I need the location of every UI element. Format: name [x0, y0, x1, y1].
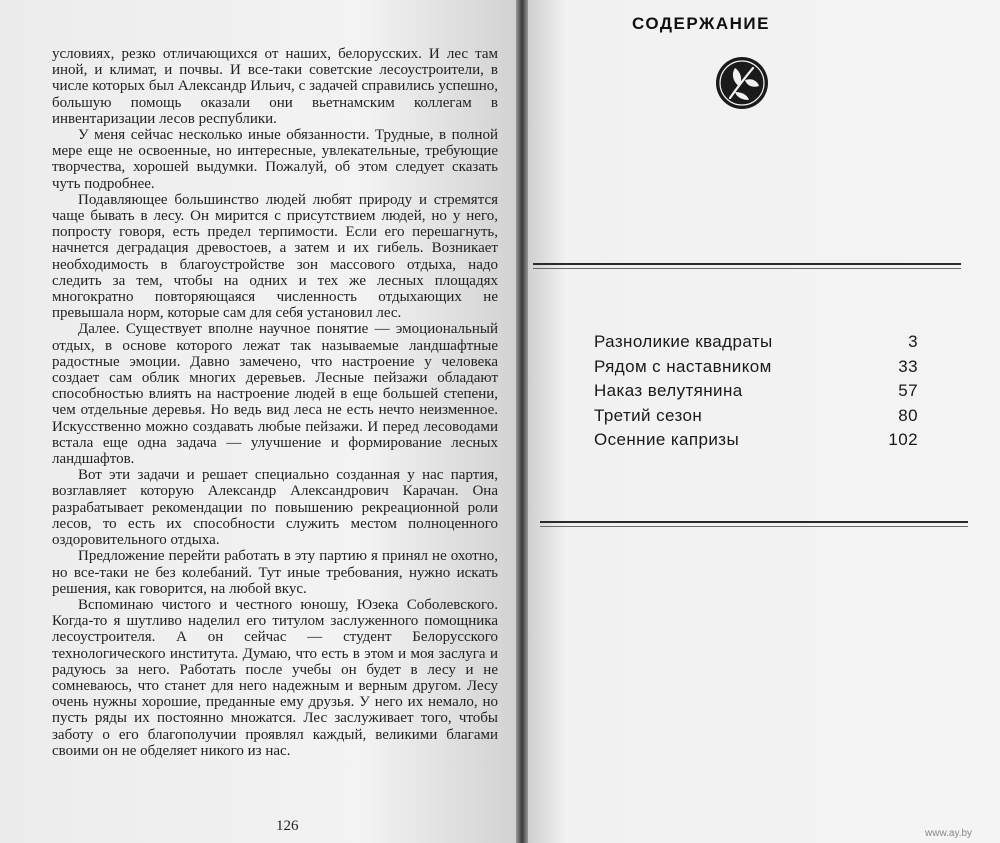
- toc-entry[interactable]: [594, 357, 918, 382]
- paragraph: Вспоминаю чистого и честного юношу, Юзека Соболевского. Когда-то я шутливо наделил его титулом заслуженного помощника лесоустроителя. А он сейчас — студент Белорусского технологического института. Думаю, что есть в этом и моя заслуга и радуюсь за него. Работать после учебы он будет в лесу и не сомневаюсь, что станет для него надежным и верным другом. Лесу очень нужны хорошие, преданные ему друзья. У него их немало, но пусть ряды их постоянно множатся. Лес заслуживает того, чтобы заботу о его благополучии проявлял каждый, великими благами своими он не обделяет никого из нас.: [52, 596, 498, 759]
- page-number: 126: [276, 818, 299, 834]
- paragraph: Вот эти задачи и решает специально созданная у нас партия, возглавляет которую Александр Александрович Карачан. Она разрабатывает рекомендации по повышению рекреационной роли лесов, то есть их способности служить местом полноценного оздоровительного отдыха.: [52, 467, 498, 549]
- watermark: www.ay.by: [925, 828, 973, 839]
- toc-entry-page: 102: [888, 430, 918, 449]
- toc-heading: СОДЕРЖАНИЕ: [632, 14, 770, 33]
- toc-entry-title: Наказ велутянина: [594, 381, 743, 400]
- top-divider-thin: [533, 268, 961, 269]
- toc-entry-title: Осенние капризы: [594, 430, 740, 449]
- toc-entry-page: 3: [908, 332, 918, 351]
- toc-entry[interactable]: [594, 381, 918, 406]
- leaf-branch-emblem-icon: [715, 56, 769, 110]
- toc-entry[interactable]: [594, 406, 918, 431]
- toc-list: [594, 332, 918, 455]
- bottom-divider-thin: [540, 526, 968, 527]
- toc-entry-title: Рядом с наставником: [594, 356, 772, 376]
- toc-entry[interactable]: [594, 430, 918, 455]
- toc-entry-page: 80: [898, 405, 918, 425]
- body-text: [52, 46, 498, 759]
- toc-entry-title: Третий сезон: [594, 405, 703, 425]
- toc-entry-page: 57: [898, 381, 918, 400]
- paragraph: У меня сейчас несколько иные обязанности. Трудные, в полной мере еще не освоенные, но интересные, увлекательные, требующие творчества, хорошей выдумки. Пожалуй, об этом следует сказать чуть подробнее.: [52, 127, 498, 192]
- toc-entry-title: Разноликие квадраты: [594, 332, 773, 351]
- book-gutter: [516, 0, 528, 843]
- paragraph: условиях, резко отличающихся от наших, белорусских. И лес там иной, и климат, и почвы. И все-таки советские лесоустроители, в числе которых был Александр Ильич, с задачей справились успешно, большую помощь оказали они вьетнамским коллегам в инвентаризации лесов республики.: [52, 46, 498, 127]
- paragraph: Предложение перейти работать в эту партию я принял не охотно, но все-таки не без колебаний. Тут иные требования, нужно искать решения, как говорится, на любой вкус.: [52, 548, 498, 597]
- paragraph: Подавляющее большинство людей любят природу и стремятся чаще бывать в лесу. Он мирится с присутствием людей, но у него, попросту говоря, есть предел терпимости. Если его перешагнуть, начнется деградация древостоев, а затем и их гибель. Возникает необходимость в благоустройстве зон массового отдыха, надо следить за тем, чтобы на одних и тех же лесных площадях многократно повторяющаяся численность отдыхающих не превышала норм, которые сам для себя установил лес.: [52, 191, 498, 322]
- toc-entry-page: 33: [898, 356, 918, 376]
- paragraph: Далее. Существует вполне научное понятие — эмоциональный отдых, в основе которого лежат так называемые ландшафтные радостные эмоции. Давно замечено, что настроение у человека создает сам облик многих деревьев. Лесные пейзажи обладают способностью влиять на настроение людей в еще большей степени, чем отдельные деревья. Но ведь вид леса не есть нечто неизменное. Искусственно можно создавать любые пейзажи. И перед лесоводами встала еще одна задача — улучшение и формирование лесных ландшафтов.: [52, 321, 498, 468]
- bottom-divider: [540, 521, 968, 523]
- toc-entry[interactable]: [594, 332, 918, 357]
- top-divider: [533, 263, 961, 265]
